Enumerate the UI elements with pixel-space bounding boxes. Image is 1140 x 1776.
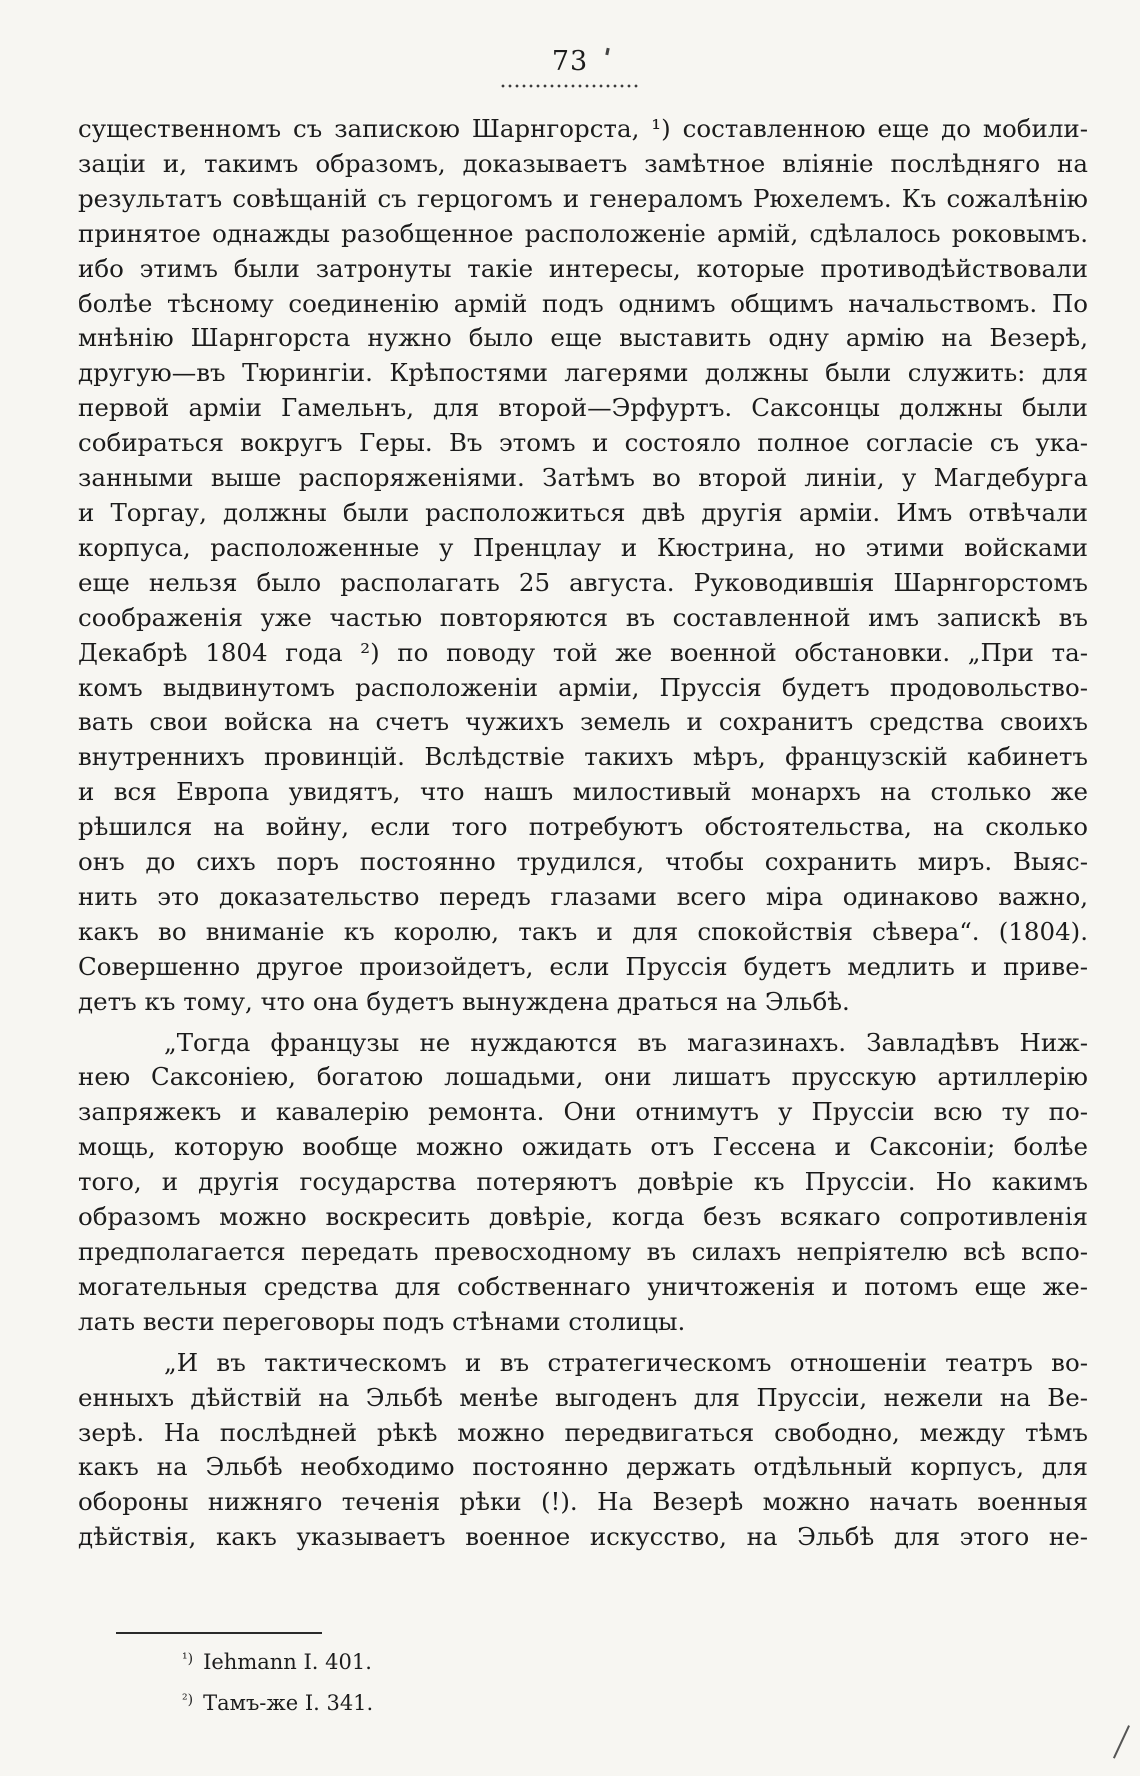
page-number: 73 [0, 46, 1140, 89]
footnote-text: Iehmann I. 401. [203, 1650, 372, 1674]
text-line: комъ выдвинутомъ расположеніи арміи, Пруссія будетъ продовольство- [78, 672, 1088, 702]
text-line: детъ къ тому, что она будетъ вынуждена драться на Эльбѣ. [78, 986, 850, 1016]
page-edge-mark [1113, 1725, 1139, 1763]
footnote-text: Тамъ-же I. 341. [203, 1691, 374, 1715]
text-line: нить это доказательство передъ глазами всего міра одинаково важно, [78, 881, 1088, 911]
text-line: мнѣнію Шарнгорста нужно было еще выставить одну армію на Везерѣ, [78, 323, 1088, 353]
text-line: какъ во вниманіе къ королю, такъ и для спокойствія сѣвера“. (1804). [78, 916, 1088, 946]
text-line: зерѣ. На послѣдней рѣкѣ можно передвигаться свободно, между тѣмъ [78, 1417, 1088, 1447]
text-line: нею Саксоніею, богатою лошадьми, они лишатъ прусскую артиллерію [78, 1062, 1088, 1092]
text-line: „Тогда французы не нуждаются въ магазинахъ. Завладѣвъ Ниж- [164, 1027, 1088, 1057]
text-line: болѣе тѣсному соединенію армій подъ однимъ общимъ начальствомъ. По [78, 288, 1088, 318]
footnotes [182, 1640, 373, 1722]
text-line: заціи и, такимъ образомъ, доказываетъ замѣтное вліяніе послѣдняго на [78, 148, 1088, 178]
text-line: внутреннихъ провинцій. Вслѣдствіе такихъ мѣръ, французскій кабинетъ [78, 742, 1088, 772]
text-line: и Торгау, должны были расположиться двѣ другія арміи. Имъ отвѣчали [78, 497, 1088, 527]
text-line: предполагается передать превосходному въ силахъ непріятелю всѣ вспо- [78, 1237, 1088, 1266]
footnote-mark: ²) [182, 1692, 194, 1708]
text-line: образомъ можно воскресить довѣріе, когда безъ всякаго сопротивленія [78, 1202, 1088, 1232]
footnote-item [182, 1640, 373, 1681]
text-line: „И въ тактическомъ и въ стратегическомъ отношеніи театръ во- [164, 1347, 1088, 1377]
text-line: занными выше распоряженіями. Затѣмъ во второй линіи, у Магдебурга [78, 463, 1088, 493]
text-line: результатъ совѣщаній съ герцогомъ и генераломъ Рюхелемъ. Къ сожалѣнію [78, 183, 1088, 213]
text-line: вать свои войска на счетъ чужихъ земель и сохранитъ средства своихъ [78, 707, 1088, 737]
text-line: принятое однажды разобщенное расположеніе армій, сдѣлалось роковымъ. [78, 218, 1088, 248]
text-line: онъ до сихъ поръ постоянно трудился, чтобы сохранить миръ. Выяс- [78, 847, 1088, 877]
text-line: запряжекъ и кавалерію ремонта. Они отнимутъ у Пруссіи всю ту по- [78, 1097, 1088, 1127]
body-text [78, 112, 1088, 1555]
text-line: соображенія уже частью повторяются въ составленной имъ запискѣ въ [78, 602, 1088, 632]
text-line: корпуса, расположенные у Пренцлау и Кюстрина, но этими войсками [78, 532, 1088, 562]
text-line: мощь, которую вообще можно ожидать отъ Гессена и Саксоніи; болѣе [78, 1132, 1088, 1162]
footnote-item [182, 1681, 373, 1722]
text-line: Совершенно другое произойдетъ, если Пруссія будетъ медлить и приве- [78, 951, 1088, 981]
text-line: ибо этимъ были затронуты такіе интересы, которые противодѣйствовали [78, 253, 1088, 283]
text-line: первой арміи Гамельнъ, для второй—Эрфуртъ. Саксонцы должны были [78, 393, 1088, 423]
text-line: существенномъ съ запискою Шарнгорста, ¹) составленною еще до мобили- [78, 114, 1088, 143]
text-line: рѣшился на войну, если того потребуютъ обстоятельства, на сколько [78, 812, 1088, 842]
text-line: дѣйствія, какъ указываетъ военное искусство, на Эльбѣ для этого не- [78, 1522, 1088, 1552]
text-line: Декабрѣ 1804 года ²) по поводу той же военной обстановки. „При та- [78, 637, 1088, 667]
text-line: того, и другія государства потеряютъ довѣріе къ Пруссіи. Но какимъ [78, 1167, 1088, 1197]
footnote-mark: ¹) [182, 1651, 194, 1667]
text-line: обороны нижняго теченія рѣки (!). На Везерѣ можно начать военныя [78, 1487, 1088, 1517]
text-line: какъ на Эльбѣ необходимо постоянно держать отдѣльный корпусъ, для [78, 1452, 1088, 1482]
text-line: и вся Европа увидятъ, что нашъ милостивый монархъ на столько же [78, 777, 1088, 807]
text-line: енныхъ дѣйствій на Эльбѣ менѣе выгоденъ для Пруссіи, нежели на Ве- [78, 1382, 1088, 1412]
text-line: лать вести переговоры подъ стѣнами столицы. [78, 1306, 686, 1336]
text-line: другую—въ Тюрингіи. Крѣпостями лагерями должны были служить: для [78, 358, 1088, 388]
text-line: могательныя средства для собственнаго уничтоженія и потомъ еще же- [78, 1271, 1088, 1301]
footnote-divider [116, 1632, 322, 1634]
text-line: еще нельзя было располагать 25 августа. Руководившія Шарнгорстомъ [78, 567, 1088, 597]
text-line: собираться вокругъ Геры. Въ этомъ и состояло полное согласіе съ ука- [78, 428, 1088, 458]
